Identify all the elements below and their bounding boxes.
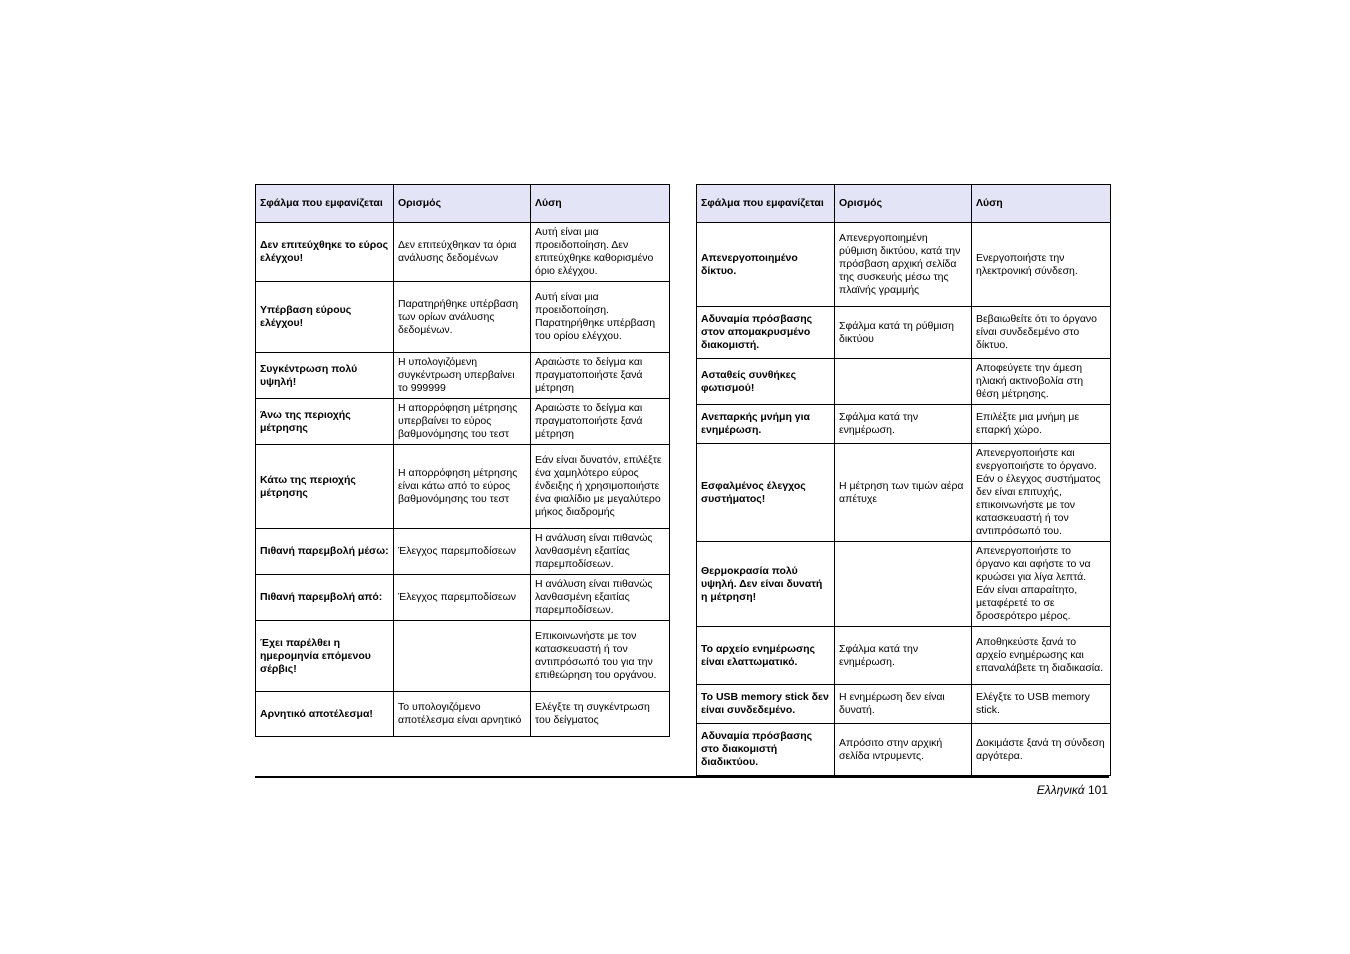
error-cell: Κάτω της περιοχής μέτρησης bbox=[256, 445, 394, 529]
solution-cell: Αυτή είναι μια προειδοποίηση. Δεν επιτεύχθηκε καθορισμένο όριο ελέγχου. bbox=[531, 223, 670, 282]
error-cell: Αδυναμία πρόσβασης στον απομακρυσμένο διακομιστή. bbox=[697, 307, 835, 359]
table-row bbox=[256, 529, 670, 575]
table-header-row bbox=[697, 185, 1111, 223]
definition-cell: Έλεγχος παρεμποδίσεων bbox=[394, 575, 531, 621]
definition-cell bbox=[835, 542, 972, 627]
header-solution: Λύση bbox=[531, 185, 670, 223]
header-error: Σφάλμα που εμφανίζεται bbox=[697, 185, 835, 223]
header-definition: Ορισμός bbox=[394, 185, 531, 223]
solution-cell: Επικοινωνήστε με τον κατασκευαστή ή τον αντιπρόσωπό του για την επιθεώρηση του οργάνου. bbox=[531, 621, 670, 692]
solution-cell: Ελέγξτε το USB memory stick. bbox=[972, 685, 1111, 724]
page-footer bbox=[1037, 783, 1108, 797]
solution-cell: Αποθηκεύστε ξανά το αρχείο ενημέρωσης και επαναλάβετε τη διαδικασία. bbox=[972, 627, 1111, 685]
error-cell: Υπέρβαση εύρους ελέγχου! bbox=[256, 282, 394, 353]
table-row bbox=[697, 307, 1111, 359]
error-cell: Εσφαλμένος έλεγχος συστήματος! bbox=[697, 444, 835, 542]
definition-cell: Δεν επιτεύχθηκαν τα όρια ανάλυσης δεδομένων bbox=[394, 223, 531, 282]
definition-cell: Η μέτρηση των τιμών αέρα απέτυχε bbox=[835, 444, 972, 542]
table-header-row bbox=[256, 185, 670, 223]
header-solution: Λύση bbox=[972, 185, 1111, 223]
error-cell: Πιθανή παρεμβολή μέσω: bbox=[256, 529, 394, 575]
error-cell: Θερμοκρασία πολύ υψηλή. Δεν είναι δυνατή η μέτρηση! bbox=[697, 542, 835, 627]
definition-cell: Η ενημέρωση δεν είναι δυνατή. bbox=[835, 685, 972, 724]
definition-cell: Σφάλμα κατά την ενημέρωση. bbox=[835, 627, 972, 685]
table-row bbox=[256, 223, 670, 282]
error-cell: Ανεπαρκής μνήμη για ενημέρωση. bbox=[697, 405, 835, 444]
table-row bbox=[697, 444, 1111, 542]
definition-cell: Σφάλμα κατά τη ρύθμιση δικτύου bbox=[835, 307, 972, 359]
table-row bbox=[697, 359, 1111, 405]
solution-cell: Αραιώστε το δείγμα και πραγματοποιήστε ξανά μέτρηση bbox=[531, 399, 670, 445]
definition-cell bbox=[835, 359, 972, 405]
table-row bbox=[256, 399, 670, 445]
definition-cell: Παρατηρήθηκε υπέρβαση των ορίων ανάλυσης δεδομένων. bbox=[394, 282, 531, 353]
error-cell: Αδυναμία πρόσβασης στο διακομιστή διαδικτύου. bbox=[697, 724, 835, 776]
solution-cell: Αυτή είναι μια προειδοποίηση. Παρατηρήθηκε υπέρβαση του ορίου ελέγχου. bbox=[531, 282, 670, 353]
table-row bbox=[256, 353, 670, 399]
solution-cell: Αραιώστε το δείγμα και πραγματοποιήστε ξανά μέτρηση bbox=[531, 353, 670, 399]
solution-cell: Η ανάλυση είναι πιθανώς λανθασμένη εξαιτίας παρεμποδίσεων. bbox=[531, 575, 670, 621]
table-row bbox=[697, 724, 1111, 776]
error-cell: Το αρχείο ενημέρωσης είναι ελαττωματικό. bbox=[697, 627, 835, 685]
table-row bbox=[256, 621, 670, 692]
error-table-right bbox=[696, 184, 1111, 776]
solution-cell: Επιλέξτε μια μνήμη με επαρκή χώρο. bbox=[972, 405, 1111, 444]
table-row bbox=[697, 223, 1111, 307]
table-row bbox=[697, 405, 1111, 444]
header-error: Σφάλμα που εμφανίζεται bbox=[256, 185, 394, 223]
error-cell: Άνω της περιοχής μέτρησης bbox=[256, 399, 394, 445]
solution-cell: Ελέγξτε τη συγκέντρωση του δείγματος bbox=[531, 692, 670, 737]
definition-cell: Σφάλμα κατά την ενημέρωση. bbox=[835, 405, 972, 444]
error-cell: Έχει παρέλθει η ημερομηνία επόμενου σέρβις! bbox=[256, 621, 394, 692]
definition-cell: Η απορρόφηση μέτρησης υπερβαίνει το εύρος βαθμονόμησης του τεστ bbox=[394, 399, 531, 445]
footer-rule bbox=[255, 776, 1109, 778]
definition-cell bbox=[394, 621, 531, 692]
table-row bbox=[697, 627, 1111, 685]
error-cell: Αρνητικό αποτέλεσμα! bbox=[256, 692, 394, 737]
table-row bbox=[256, 445, 670, 529]
solution-cell: Απενεργοποιήστε το όργανο και αφήστε το να κρυώσει για λίγα λεπτά. Εάν είναι απαραίτητο, μεταφέρετέ το σε δροσερότερο μέρος. bbox=[972, 542, 1111, 627]
definition-cell: Το υπολογιζόμενο αποτέλεσμα είναι αρνητικό bbox=[394, 692, 531, 737]
definition-cell: Η υπολογιζόμενη συγκέντρωση υπερβαίνει το 999999 bbox=[394, 353, 531, 399]
solution-cell: Δοκιμάστε ξανά τη σύνδεση αργότερα. bbox=[972, 724, 1111, 776]
solution-cell: Εάν είναι δυνατόν, επιλέξτε ένα χαμηλότερο εύρος ένδειξης ή χρησιμοποιήστε ένα φιαλίδιο με μεγαλύτερο μήκος διαδρομής bbox=[531, 445, 670, 529]
definition-cell: Απενεργοποιημένη ρύθμιση δικτύου, κατά την πρόσβαση αρχική σελίδα της συσκευής μέσω της πλαϊνής γραμμής bbox=[835, 223, 972, 307]
definition-cell: Απρόσιτο στην αρχική σελίδα ιντρυμεντς. bbox=[835, 724, 972, 776]
table-row bbox=[256, 282, 670, 353]
solution-cell: Ενεργοποιήστε την ηλεκτρονική σύνδεση. bbox=[972, 223, 1111, 307]
footer-language: Ελληνικά bbox=[1036, 783, 1085, 797]
table-row bbox=[697, 685, 1111, 724]
error-cell: Συγκέντρωση πολύ υψηλή! bbox=[256, 353, 394, 399]
solution-cell: Βεβαιωθείτε ότι το όργανο είναι συνδεδεμένο στο δίκτυο. bbox=[972, 307, 1111, 359]
definition-cell: Η απορρόφηση μέτρησης είναι κάτω από το εύρος βαθμονόμησης του τεστ bbox=[394, 445, 531, 529]
solution-cell: Απενεργοποιήστε και ενεργοποιήστε το όργανο. Εάν ο έλεγχος συστήματος δεν είναι επιτυχής, επικοινωνήστε με τον κατασκευαστή ή τον αντιπρόσωπό του. bbox=[972, 444, 1111, 542]
error-cell: Το USB memory stick δεν είναι συνδεδεμένο. bbox=[697, 685, 835, 724]
error-cell: Ασταθείς συνθήκες φωτισμού! bbox=[697, 359, 835, 405]
definition-cell: Έλεγχος παρεμποδίσεων bbox=[394, 529, 531, 575]
table-row bbox=[256, 575, 670, 621]
error-table-left bbox=[255, 184, 670, 737]
table-row bbox=[697, 542, 1111, 627]
solution-cell: Αποφεύγετε την άμεση ηλιακή ακτινοβολία στη θέση μέτρησης. bbox=[972, 359, 1111, 405]
error-cell: Πιθανή παρεμβολή από: bbox=[256, 575, 394, 621]
solution-cell: Η ανάλυση είναι πιθανώς λανθασμένη εξαιτίας παρεμποδίσεων. bbox=[531, 529, 670, 575]
page-number: 101 bbox=[1087, 783, 1108, 797]
error-cell: Δεν επιτεύχθηκε το εύρος ελέγχου! bbox=[256, 223, 394, 282]
header-definition: Ορισμός bbox=[835, 185, 972, 223]
table-row bbox=[256, 692, 670, 737]
error-cell: Απενεργοποιημένο δίκτυο. bbox=[697, 223, 835, 307]
